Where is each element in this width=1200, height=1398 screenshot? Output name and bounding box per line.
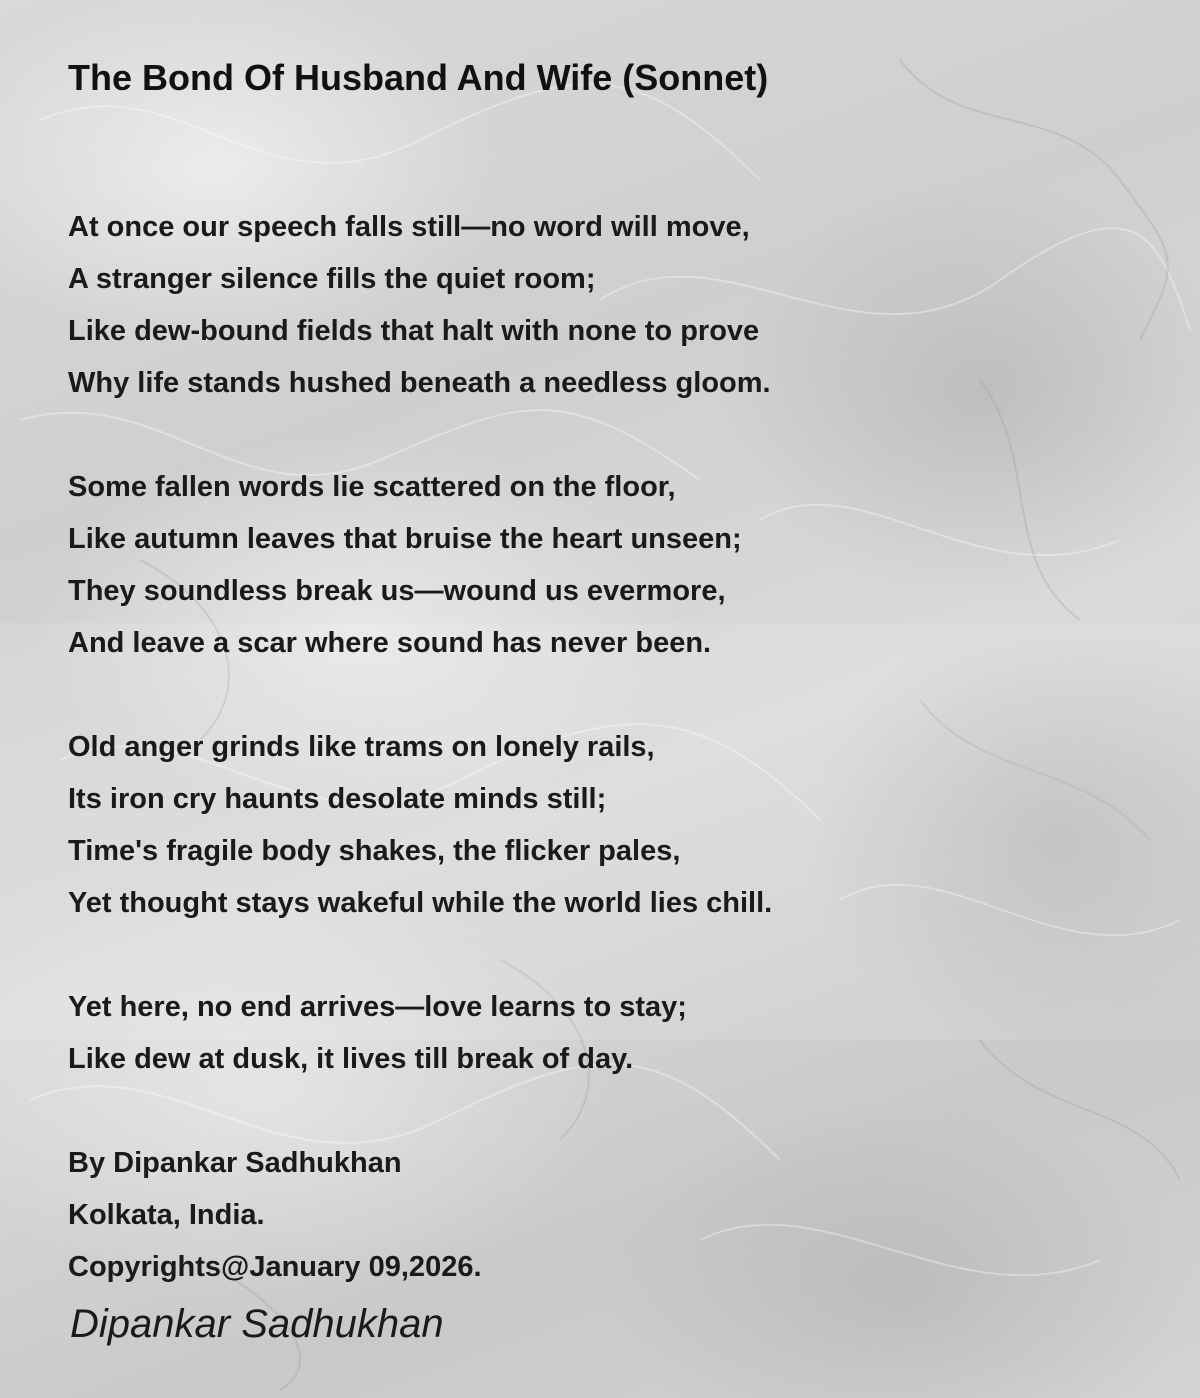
poem-line: Like dew at dusk, it lives till break of day. bbox=[68, 1043, 634, 1075]
poem-line: Like dew-bound fields that halt with none to prove bbox=[68, 315, 760, 347]
poem-line: They soundless break us—wound us evermore, bbox=[68, 575, 726, 607]
poem-line: Time's fragile body shakes, the flicker pales, bbox=[68, 835, 681, 867]
stanza-1 bbox=[68, 201, 1148, 409]
byline-author: By Dipankar Sadhukhan bbox=[68, 1147, 402, 1179]
poem-line: Yet here, no end arrives—love learns to stay; bbox=[68, 991, 687, 1023]
stanza-2 bbox=[68, 461, 1148, 669]
stanza-4 bbox=[68, 981, 1148, 1085]
poem-line: At once our speech falls still—no word will move, bbox=[68, 211, 750, 243]
poem-line: Yet thought stays wakeful while the world lies chill. bbox=[68, 887, 773, 919]
byline bbox=[68, 1137, 1148, 1293]
stanza-3 bbox=[68, 721, 1148, 929]
poem-line: Like autumn leaves that bruise the heart unseen; bbox=[68, 523, 742, 555]
poem-line: Some fallen words lie scattered on the floor, bbox=[68, 471, 676, 503]
poem-body bbox=[68, 201, 1148, 1293]
byline-location: Kolkata, India. bbox=[68, 1199, 265, 1231]
poem-line: Why life stands hushed beneath a needless gloom. bbox=[68, 367, 771, 399]
poem-line: A stranger silence fills the quiet room; bbox=[68, 263, 596, 295]
author-signature: Dipankar Sadhukhan bbox=[70, 1302, 444, 1346]
byline-copyright: Copyrights@January 09,2026. bbox=[68, 1251, 482, 1283]
poem-container bbox=[68, 52, 1148, 1293]
poem-line: And leave a scar where sound has never been. bbox=[68, 627, 712, 659]
poem-line: Its iron cry haunts desolate minds still; bbox=[68, 783, 607, 815]
poem-line: Old anger grinds like trams on lonely rails, bbox=[68, 731, 655, 763]
poem-title: The Bond Of Husband And Wife (Sonnet) bbox=[68, 57, 769, 98]
